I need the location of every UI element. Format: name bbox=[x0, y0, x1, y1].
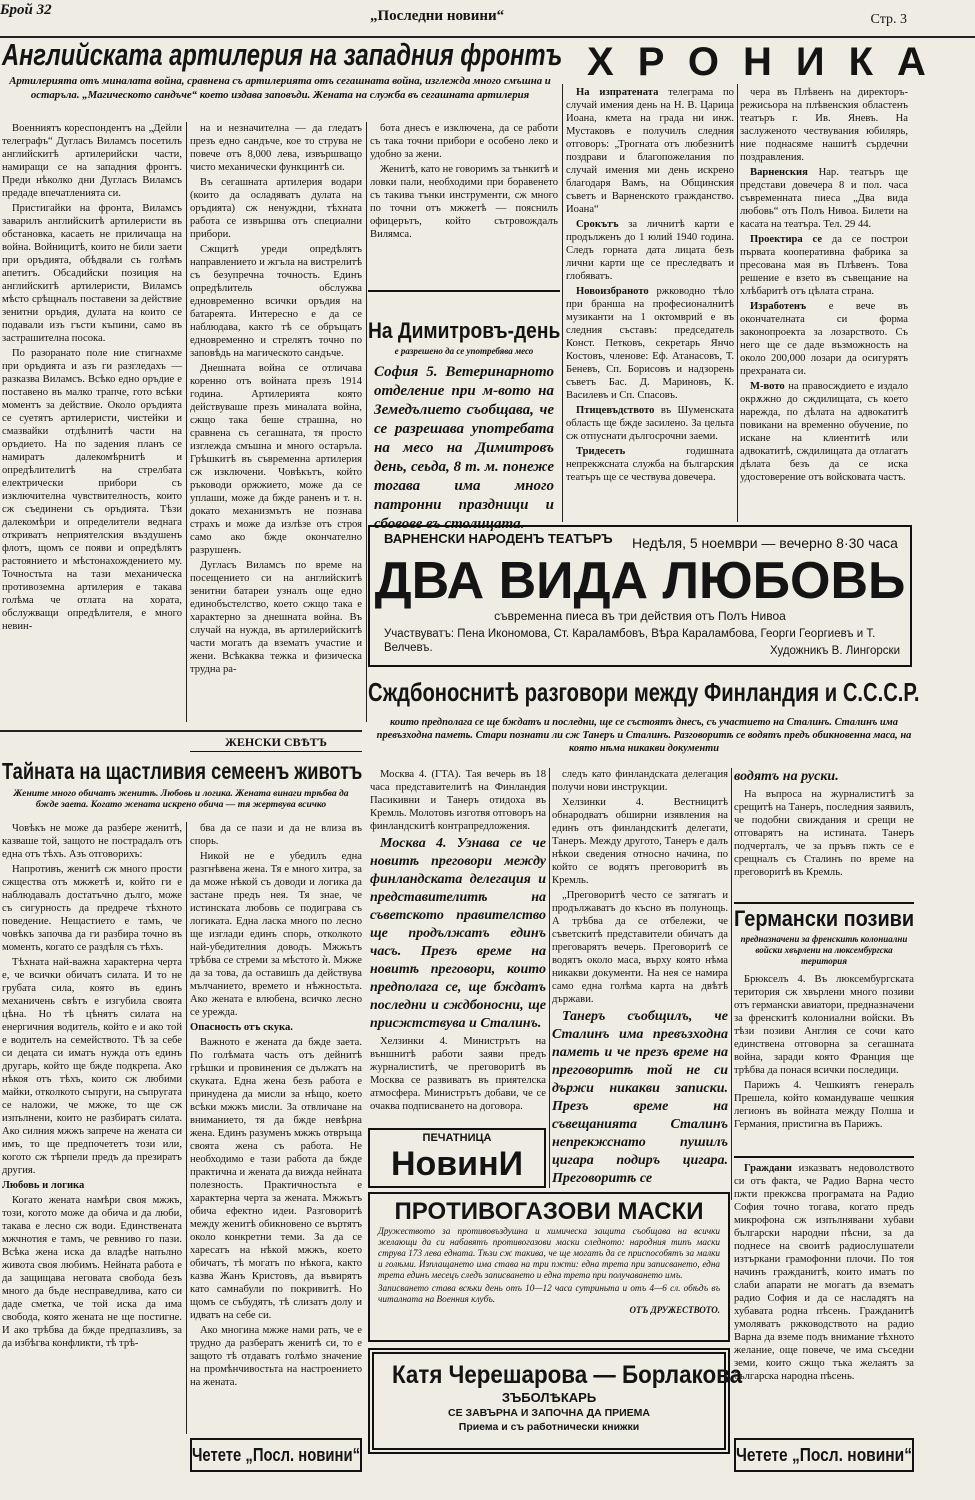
finland-col-2: следъ като финландската делегация получи нови инструкции. Хелзинки 4. Вестницитѣ обнародватъ обширни изявления на единъ отъ финландскитѣ делегати, Танеръ. Между другото, Танеръ е далъ нѣкои сведения относно начина, по който се водятъ преговоритѣ въ Кремль. „Преговоритѣ често се затягатъ и продължаватъ до късно въ полунощь. А трѣбва да се отбележи, че съветскитѣ представители обичатъ да преговарятъ вечерь. Преговоритѣ се водятъ около маса, върху която нѣма никакви документи. На нея се намира само една голѣма карта на двѣтѣ държави. Танеръ съобщилъ, че Сталинъ има превъзходна паметь и че презъ време на преговоритѣ той не си държи никакви записки. Презъ време на съвещанията Сталинъ непрекжснато пушилъ цигара подиръ цигара. Преговоритѣ се bbox=[552, 769, 728, 1186]
read-ad-right: Четете „Посл. новини“ bbox=[734, 1438, 914, 1472]
chronicle-title: ХРОНИКА bbox=[587, 40, 950, 84]
women-headline: Тайната на щастливия семеенъ животъ bbox=[2, 758, 363, 784]
gasmasks-title: ПРОТИВОГАЗОВИ МАСКИ bbox=[394, 1198, 704, 1225]
finland-col-3: водятъ на руски. На въпроса на журналиститѣ за срещитѣ на Танеръ, последния заявилъ, че подобни свиждания и срещи не отговарятъ на истината. Танеръ подчерталъ, че за пръвъ пжть се е срещналъ съ Сталинъ по време на преговоритѣ въ Кремль. bbox=[734, 769, 914, 878]
artillery-col-1: Военниятъ кореспондентъ на „Дейли телеграфъ“ Дугласъ Виламсъ посетилъ английскитѣ артилерийски части, намиращи се на западния фронтъ. Преди нѣколко дни Дугласъ Виламсъ предаде впечатленията си. Пристигайки на фронта, Виламсъ заварилъ английскитѣ артилеристи въ обстановка, касаеть не приличаща на война. Войницитѣ, които не били заети при оръдията, обѣдвали съ голѣмъ апетитъ. Обсадийски позиция на английскитѣ артилеристи, Виламсъ мѣсто срѣщналъ поставени за действие зенитни оръдия, дулата на които се подавали изъ гъсти къпини, само въ застрашителна посока. По разоранато поле ние стигнахме при оръдията и азъ ги разгледахъ — разказва Виламсъ. Всѣко едно оръдие е поставено въ малко трапче, гото всѣки моментъ за действие. Около оръдията се суетятъ артилеристи, чистейки и смазвайки отдѣлнитѣ части на оръдието. На по задения планъ се намиратъ далекомѣрнитѣ и опредѣлителитѣ на стрелбата електрически прибори съ изключителна чувствителность, които сж съединени съ оръдията. Тѣзи далекомѣри и определители веднага откриватъ неприятелския въздушенъ флотъ, щомъ се появи и опредѣлятъ растоянието и мѣстонахождението му. Точностьта на тази механическа противоземна артилерия е такава голѣма че отлата на хората, обслужващи опредѣлителя, е много невин- bbox=[2, 123, 182, 632]
women-col-1: Човѣкъ не може да разбере женитѣ, казваше той, защото не пострадалъ отъ една отъ тѣхъ. Азъ отговорихъ: Напротивъ, женитѣ сж много прости сжщества отъ мжжетѣ и, който ги е наблюдавалъ достатъчно дълго, може съ сигурность да предрече тѣхното поведение. Нещастието е тамъ, че човѣкъ започва да ги разбира точно въ моменть, когато се раздѣля съ тѣхъ. Тѣхната най-важна характерна черта е, че всички обичатъ силата. И то не грубата сила, която въ единъ механичень свѣтъ е изгубила своята цѣна. Но тѣ цѣнятъ силата на енергичния водитель, който е и ако той е водителъ на семейството. Тѣ за себе си децата си иматъ нужда отъ единъ другарь, който ще бжде подкрепа. Ако нѣкоя отъ тѣхъ, които сж любими майки, отколкото съпруги, на съпругата се наложи, че мжже, то ще сж изпълнени, които не разбиратъ силата. Ако силния мжжъ запрече на жената си имъ, то ще предпочететъ този или, когото сж тѣрпели предъ да презиратъ другия. Любовь и логика Когато жената намѣри своя мжжъ, този, когото може да обича и да люби, такава е лесно сж води. Единствената мжчнотия е тамъ, че ревниво го пази. Всѣка жена иска да владѣе напълно живота своя любимъ. Нейната работа е да защищава неговата свобода безъ много да бъде несправедлива, като си даде сметка, че той иска да има свобода, която жената не ще постигне. И ако трѣбва да бжде предпазливъ, за да избѣгва конфликти, тѣ трѣ- bbox=[2, 823, 182, 1349]
pechatnitsa-ad bbox=[368, 1128, 546, 1188]
dimitrov-headline: На Димитровъ-день bbox=[368, 318, 561, 343]
artillery-headline-box bbox=[2, 38, 562, 72]
page-number: Стр. 3 bbox=[870, 12, 907, 27]
theatre-title: ДВА ВИДА ЛЮБОВЬ bbox=[374, 552, 906, 610]
dentist-name: Катя Черешарова — Борлакова bbox=[392, 1361, 743, 1389]
issue-number: Брой 32 bbox=[0, 2, 52, 18]
citizens-box: Граждани изказватъ недоволството си отъ факта, че Радио Варна често пжти прекжсва програмата на Радио София точно тогава, когато предъ микрофона сж изпълнявани хубави български народни пѣсни, за да поднесе на своитѣ радиослушатели изтъркани грамофонни плочи. По тоя начинъ гражданитѣ, които иматъ по слаби апарати не могатъ да взематъ радио София и да се насладятъ на хубавата родна пѣсень. Гражданитѣ умоляватъ ржководството на радио Варна да вземе подъ внимание тѣхното желание, още повече, че има съседни земи, които сжщо тъка желаятъ за българска народна пѣсень. bbox=[734, 1156, 914, 1432]
theatre-desc: съвременна пиеса въ три действия отъ Полъ Нивоа bbox=[494, 609, 786, 623]
theatre-org: ВАРНЕНСКИ НАРОДЕНЪ ТЕАТЪРЪ bbox=[384, 531, 613, 546]
women-rubric: ЖЕНСКИ СВѢТЪ bbox=[190, 734, 362, 752]
dentist-l2: Приема и съ работнически книжки bbox=[458, 1421, 640, 1433]
pechatnitsa-name: НовинИ bbox=[390, 1145, 524, 1183]
finland-headline: Сждбоноснитѣ разговори между Финландия и С.С.С.Р. bbox=[368, 677, 920, 707]
women-col-2: бва да се пази и да не влиза въ спорь. Никой не е убедилъ една разгнѣвена жена. Тя е много хитра, за да може нѣкой съ доводи и логика да застане предъ нея. Тя знае, че истинската любовь се подиграва съ логиката. Една ласка много по лесно ще изглади единъ спорь, отколкото най-убедителния доводъ. Мжжътъ трѣбва се стреми за мѣстото ѝ. Мжже да за това, да оставишъ да действува мълчанието, времето и нѣжностьта. Ако жената е влюбена, всичко лесно се урежда. Опасность отъ скука. Важното е жената да бжде заета. По голѣмата часть отъ дейнитѣ грѣшки и провинения се дължатъ на скуката. Една жена безъ работа е принудена да мисли за нѣщо, което всѣки мжжъ мисли. За отвличане на вниманието, тя да бжде невѣрна жена. Единъ разуменъ мжжъ отвръща своята жена съ работа. Не необходимо е тази работа да бжде практична и жената да вижда нейната полезность. Практичностьта е характерна черта за жената. Мжжътъ обича ефектно идеи. Разговоритѣ между женитѣ обикновено се въртятъ около конкретни теми. За да се харесатъ на нѣкой мжжъ, което обичатъ, тѣ могатъ по нѣкога, както казва Жанъ Кристовъ, да въвирятъ като самнабули по покривитѣ. Но щомъ се събудятъ, тѣ слизатъ долу и идватъ на себе си. Ако многина мжже нами рать, че е трудно да разбератъ женитѣ си, то е защото тѣ отдаватъ голѣмо значение на промѣнчивостьта на настроението на жената. bbox=[190, 823, 362, 1388]
artillery-subhead: Артилерията отъ миналата война, сравнена съ артилерията отъ сегашната война, изглежда много смъшна и остаръла. „Магическото сандъче“ което издава заповъди. Жената на служба въ сегашната артилерия bbox=[9, 75, 551, 101]
finland-headline-box bbox=[368, 672, 920, 712]
dentist-title: ЗЪБОЛѢКАРЬ bbox=[501, 1390, 597, 1405]
gasmasks-ad bbox=[368, 1192, 730, 1342]
artillery-col-3: бота днесъ е изключена, да се работи съ така точни прибори е особено леко и удобно за жени. Женитѣ, като не говоримъ за тънкитѣ и ловки пали, необходими при боравенето съ такива тънки инструменти, сж много по точни отъ мжжетѣ — пояснилъ офицерътъ, който сътровождалъ Вилямса. bbox=[370, 123, 558, 240]
dentist-l1: СЕ ЗАВЪРНА И ЗАПОЧНА ДА ПРИЕМА bbox=[447, 1407, 650, 1419]
german-headline: Германски позиви bbox=[734, 906, 915, 931]
dimitrov-body: София 5. Ветеринарното отделение при м-вото на Земедълието съобщава, че се разрешава употребата на месо на Димитровъ день, сеьда, 8 т. м. понеже тогава има много патронни праздници и сбовове въ столицата. bbox=[374, 364, 554, 532]
chronicle-col-2: чера въ Плѣвенъ на директоръ-режисьора на плѣвенския областенъ театъръ г. Ив. Яневъ. На заслуженото чествувания юбилярь, ние поднасяме нашитѣ сърдечни поздравления. Варненския Нар. театъръ ще представи довечера 8 и пол. часа съвременната пиеса „Два вида любовь“ отъ Полъ Нивоа. Билети на касата на театъра. Тел. 29 44. Проектира се да се построи първата кооперативна фабрика за пресована мая въ Плѣвенъ. Това решение е взето въ съвещание на хлѣбаритѣ отъ цѣлата страна. Изработенъ е вече въ окончателната си форма законопроекта за лозарството. Съ него ще се даде възможность на около 200,000 лозари да осигурятъ прехраната си. М-вото на правосждието е издало окрѫжно до сждилищата, съ което нарежда, по дѣлата на адвокатитѣ повикани на временно обучение, по искане на клиентитѣ или адвокатитѣ, сждилищата да отлагатъ дѣлата безъ да се иска удостоверение отъ войсковата частъ. bbox=[740, 87, 908, 483]
finland-subhead: които предполага се ще бждатъ и последни, ще се състоятъ днесъ, съ участието на Сталинъ. Сталинъ има превъзходна паметь. Стари познати ли сж Танеръ и Сталинъ. Разговоритѣ се водятъ предъ обикновенна маса, на която нѣма никакви документи bbox=[376, 717, 912, 754]
chronicle-col-1: На изпратената телеграма по случай имения день на Н. В. Царица Иоана, кмета на града ни инж. Мустаковъ е получилъ следния отговоръ: „Трогната отъ любезнитѣ поздрави и благопожелания по случай имения ми день искрено благодаря Вамъ, на Общинския съветъ и Варненското гражданство. Иоана“ Срокътъ за личнитѣ карти е продълженъ до 1 юлий 1940 година. Следъ горната дата лицата безъ лични карти ще се преследватъ и глобяватъ. Новоизбраното ржководно тѣло при бранша на професионалнитѣ музиканти на 1 октомврий е въ следния съставъ: председатель Конст. Петковъ, секретарь Янчо Костовъ, членове: Еф. Атанасовъ, Т. Беневъ, Сп. Борисовъ и надзорень съветъ Бас. Д. Мариновъ, К. Василевъ и Сп. Спасовъ. Птицевъдството въ Шуменската область ще бжде засилено. За цельта сж отпуснати дългосрочни заеми. Тридесеть годишната непрекжсната служба на българския театъръ ще се чествува довечера. bbox=[566, 87, 734, 483]
theatre-when: Недѣля, 5 ноември — вечерно 8·30 часа bbox=[632, 535, 898, 551]
gasmasks-body2: Записването става всѣки день отъ 10—12 часа сутриньта и отъ 4—6 сл. обѣдъ въ читалната на Военния клубъ. bbox=[378, 1283, 720, 1304]
dentist-ad bbox=[368, 1348, 743, 1454]
theatre-artist: Художникъ В. Лингорски bbox=[770, 645, 900, 657]
read-ad-left: Четете „Посл. новини“ bbox=[190, 1438, 362, 1472]
artillery-col-2: на и незначителна — да гледатъ презъ едно сандъче, кое то струва не повече отъ 8,000 лева, извършващо чисто механически функцинтѣ си. Въ сегашната артилерия водари (които да оcладяватъ дулата на оръдията) сж ненуждни, тѣхната работа се извършва отъ специални прибори. Сжщитѣ уреди опредѣлятъ направлението и жгъла на вистрелитѣ съ безупречна точность. Единъ опредѣлитель обслужва едновременно всички оръдия на батареята. Интересно е да се наблюдава, както тѣ се обръщатъ едновременно и стрелятъ точно по заповѣдь на магическото сандъче. Днешната война се отличава коренно отъ войната презъ 1914 година. Артилерията която действуваше презъ миналата война, сжщо така беше страшна, но сравнена съ сегашната, тя просто изглежда смъшна и много остаръла. Грѣшкитѣ въ съвременна артилерия сж изключени. Човѣкътъ, който ръководи оржжието, може да се уплаши, може да бжде раненъ и т. н. докато механизмътъ не познава страхъ и може да излѣзе отъ строя само ако бжде окончателно разрушенъ. Дугласъ Виламсъ по време на посещението си на английскитѣ зенитни батареи узналъ още едно единобъстелство, което сжщо така е характерно за днешната война. Въ случай на нужда, въ артилерийскитѣ части могатъ да взематъ участие и жени. Всѣкаква тежка и физическа трудна ра- bbox=[190, 123, 362, 675]
artillery-headline: Английската артилерия на западния фронтъ bbox=[2, 37, 563, 72]
paper-name: „Последни новини“ bbox=[370, 8, 505, 24]
theatre-ad bbox=[368, 525, 912, 667]
gasmasks-sign: ОТЪ ДРУЖЕСТВОТО. bbox=[629, 1305, 720, 1315]
masthead bbox=[0, 0, 975, 36]
gasmasks-body: Дружеството за противовъздушна и химическа защита съобщава на всички желающи да си набавятъ противогазови маски следното: народния типъ маски струва 173 лева едната. Тѣзи сж такива, че ще могатъ да се приспособятъ за малки и голѣми. Изплащането има става на три пжти: една трета при записването, една трета единъ месецъ следъ записването и една трета при получаването имъ. bbox=[378, 1226, 720, 1280]
german-subhead: предназначени за френскитѣ колониални войски хвърлени на люксембургска територия bbox=[740, 934, 908, 966]
pechatnitsa-top: ПЕЧАТНИЦА bbox=[422, 1132, 492, 1144]
german-box: Германски позиви предназначени за френскитѣ колониални войски хвърлени на люксембургска територия Брюкселъ 4. Въ люксембургската територия сж хвърлени много позиви отъ германски авиатори, предназначени за френскитѣ колониални войски. Въ тѣзи позиви Англия се сочи като единствена отговорна за сегашната война, заради която Франция ще трѣбва да понася всички последици. Парижъ 4. Чешкиятъ генералъ Прешела, който командуваше чешкия легионъ въ войната между Полша и Германия, пристигна въ Парижъ. bbox=[734, 902, 914, 1154]
theatre-cast: Участвуватъ: Пена Икономова, Ст. Караламбовъ, Вѣра Караламбова, Георги Георгиевъ и Т. Велчевъ. bbox=[384, 628, 876, 654]
dimitrov-box bbox=[368, 290, 561, 532]
women-subhead: Жените много обичатъ женитѣ. Любовь и логика. Жената винаги трѣбва да бжде заета. Когато жената искрено обича — тя жертвува всичко bbox=[13, 788, 349, 810]
women-headline-box bbox=[2, 756, 362, 786]
finland-col-1: Москва 4. (ГТА). Тая вечерь въ 18 часа представителитѣ на Финландия Пасикивни и Танеръ отидоха въ Кремль. Молотовъ изготвя отговоръ на финландскитѣ контрапредложения. Москва 4. Узнава се че новитѣ преговори между финландската делегация и представителитѣ на съветското правителство ще продължатъ единъ часъ. Презъ време на новитѣ преговори, които предполага се, ще бждатъ последни и сждбоносни, ще присжтствува и Сталинъ. Хелзинки 4. Министрътъ на външнитѣ работи заяви предъ журналиститѣ, че преговоритѣ въ Москва се развиватъ въ приятелска атмосфера. Министрътъ добави, че се очаква подписването на договора. bbox=[370, 769, 546, 1112]
dimitrov-subhead: е разрешено да се употребява месо bbox=[394, 346, 534, 356]
